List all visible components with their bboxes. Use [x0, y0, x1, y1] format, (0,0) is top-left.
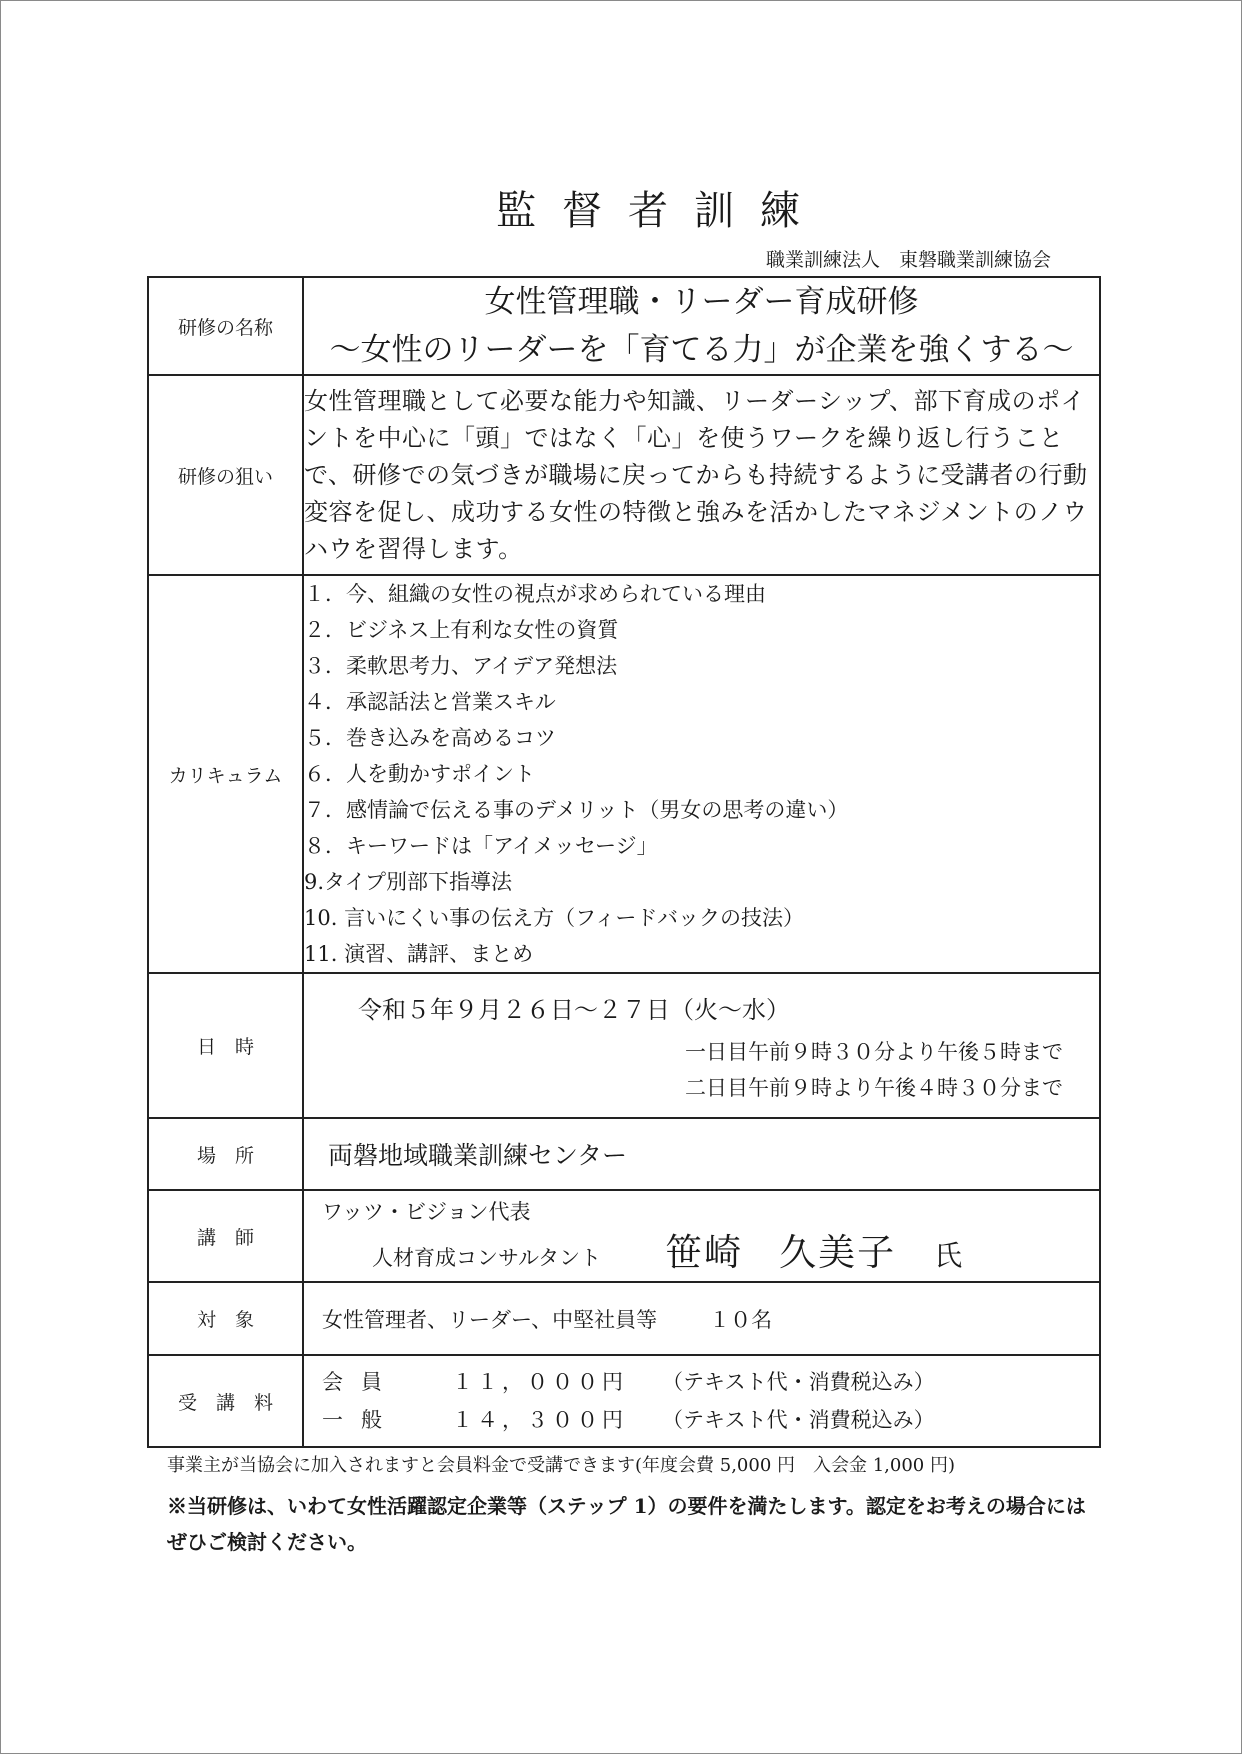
- curriculum-item: ７．感情論で伝える事のデメリット（男女の思考の違い）: [304, 798, 849, 822]
- instructor-title-line: [304, 1231, 1099, 1280]
- curriculum-item: ６．人を動かすポイント: [304, 762, 535, 786]
- curriculum-item: ５．巻き込みを高めるコツ: [304, 726, 556, 750]
- target-label: 対 象: [148, 1282, 303, 1355]
- target-value: 女性管理者、リーダー、中堅社員等: [322, 1307, 658, 1332]
- fee-amount: １１，０００円: [452, 1370, 627, 1394]
- fee-row: [148, 1355, 1100, 1447]
- curriculum-item: 11. 演習、講評、まとめ: [304, 942, 534, 966]
- curriculum-item: ４．承認話法と営業スキル: [304, 690, 556, 714]
- certification-note: ※当研修は、いわて女性活躍認定企業等（ステップ 1）の要件を満たします。認定をお考えの場合にはぜひご検討ください。: [167, 1494, 1086, 1554]
- aim-text: 女性管理職として必要な能力や知識、リーダーシップ、部下育成のポイントを中心に「頭」ではなく「心」を使うワークを繰り返し行うことで、研修での気づきが職場に戻ってからも持続するように受講者の行動変容を促し、成功する女性の特徴と強みを活かしたマネジメントのノウハウを習得します。: [304, 386, 1088, 563]
- datetime-day2: 二日目午前９時より午後４時３０分まで: [685, 1075, 1063, 1100]
- datetime-day1: 一日目午前９時３０分より午後５時まで: [685, 1039, 1063, 1064]
- instructor-affiliation: ワッツ・ビジョン代表: [322, 1199, 531, 1224]
- aim-cell: [303, 375, 1100, 575]
- instructor-suffix: 氏: [934, 1238, 963, 1272]
- instructor-given-name: 久美子: [779, 1230, 897, 1274]
- instructor-title: 人材育成コンサルタント: [372, 1245, 602, 1270]
- target-row: [148, 1282, 1100, 1355]
- fee-note: （テキスト代・消費税込み）: [662, 1408, 935, 1432]
- document-title: 監督者訓練: [496, 188, 826, 234]
- target-line: [304, 1304, 1099, 1334]
- course-name-line2: ～女性のリーダーを「育てる力」が企業を強くする～: [329, 332, 1074, 368]
- curriculum-item: ２．ビジネス上有利な女性の資質: [304, 618, 619, 642]
- fee-amount: １４，３００円: [452, 1408, 627, 1432]
- datetime-main: 令和５年９月２６日～２７日（火～水）: [358, 995, 790, 1024]
- curriculum-item: ８．キーワードは「アイメッセージ」: [304, 834, 658, 858]
- fee-member-row: [304, 1363, 1099, 1401]
- place-cell: [303, 1118, 1100, 1190]
- fee-cell: [303, 1355, 1100, 1447]
- target-cell: [303, 1282, 1100, 1355]
- curriculum-label: カリキュラム: [148, 575, 303, 973]
- course-info-table: [147, 276, 1101, 1448]
- fee-note: （テキスト代・消費税込み）: [662, 1370, 935, 1394]
- course-name-line1: 女性管理職・リーダー育成研修: [484, 284, 919, 320]
- fee-type: 会員: [322, 1370, 400, 1394]
- aim-row: [148, 375, 1100, 575]
- organization-name: 職業訓練法人 東磐職業訓練協会: [765, 249, 1051, 271]
- curriculum-cell: [303, 575, 1100, 973]
- course-name-row: [148, 277, 1100, 375]
- fee-label: 受 講 料: [148, 1355, 303, 1447]
- curriculum-row: [148, 575, 1100, 973]
- curriculum-item: 9.タイプ別部下指導法: [304, 870, 512, 894]
- instructor-surname: 笹崎: [665, 1230, 744, 1274]
- fee-general-row: [304, 1401, 1099, 1439]
- course-name-label: 研修の名称: [148, 277, 303, 375]
- membership-note: 事業主が当協会に加入されますと会員料金で受講できます(年度会費 5,000 円 入会金 1,000 円): [167, 1455, 955, 1476]
- place-label: 場 所: [148, 1118, 303, 1190]
- place-row: [148, 1118, 1100, 1190]
- place-value: 両磐地域職業訓練センター: [328, 1141, 628, 1170]
- fee-type: 一般: [322, 1408, 400, 1432]
- instructor-label: 講 師: [148, 1190, 303, 1282]
- instructor-row: [148, 1190, 1100, 1282]
- datetime-cell: [303, 973, 1100, 1118]
- curriculum-item: ３．柔軟思考力、アイデア発想法: [304, 654, 618, 678]
- target-count: １０名: [709, 1307, 773, 1332]
- course-name-cell: [303, 277, 1100, 375]
- curriculum-item: １．今、組織の女性の視点が求められている理由: [304, 582, 766, 606]
- curriculum-item: 10. 言いにくい事の伝え方（フィードバックの技法）: [304, 906, 804, 930]
- datetime-label: 日 時: [148, 973, 303, 1118]
- instructor-cell: [303, 1190, 1100, 1282]
- aim-label: 研修の狙い: [148, 375, 303, 575]
- datetime-row: [148, 973, 1100, 1118]
